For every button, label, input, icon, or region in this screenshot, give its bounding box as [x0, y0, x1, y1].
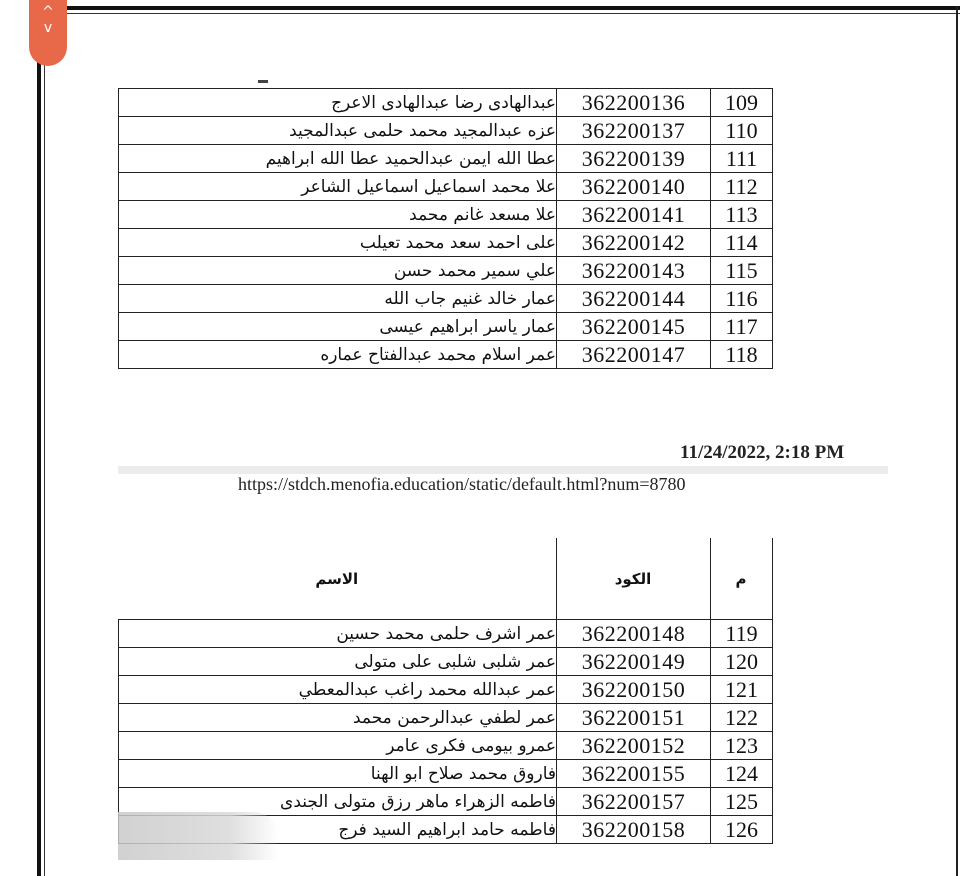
student-code: 362200141 — [557, 201, 711, 229]
row-number: 120 — [711, 648, 773, 676]
page-border-left-inner — [44, 13, 45, 876]
collapse-tab[interactable] — [29, 0, 67, 66]
row-number: 122 — [711, 704, 773, 732]
student-table-1 — [118, 88, 773, 369]
chevron-up-icon: ^ — [42, 4, 54, 20]
student-code: 362200151 — [557, 704, 711, 732]
table-row — [119, 648, 773, 676]
table-row — [119, 760, 773, 788]
student-name: عمار خالد غنيم جاب الله — [119, 285, 557, 313]
row-number: 115 — [711, 257, 773, 285]
student-name: علي سمير محمد حسن — [119, 257, 557, 285]
student-code: 362200147 — [557, 341, 711, 369]
row-number: 124 — [711, 760, 773, 788]
row-number: 110 — [711, 117, 773, 145]
table-row — [119, 676, 773, 704]
student-code: 362200142 — [557, 229, 711, 257]
row-number: 109 — [711, 89, 773, 117]
student-name: على احمد سعد محمد تعيلب — [119, 229, 557, 257]
table-row — [119, 145, 773, 173]
row-number: 123 — [711, 732, 773, 760]
table-row — [119, 313, 773, 341]
student-code: 362200148 — [557, 620, 711, 648]
page-border-top — [37, 6, 960, 10]
student-name: عبدالهادى رضا عبدالهادى الاعرج — [119, 89, 557, 117]
print-datetime: 11/24/2022, 2:18 PM — [680, 442, 845, 463]
student-name: علا محمد اسماعيل اسماعيل الشاعر — [119, 173, 557, 201]
table-row — [119, 89, 773, 117]
page-border-left — [37, 6, 41, 876]
student-code: 362200144 — [557, 285, 711, 313]
page-border-top-inner — [37, 13, 960, 14]
student-code: 362200136 — [557, 89, 711, 117]
table-row — [119, 620, 773, 648]
student-code: 362200137 — [557, 117, 711, 145]
student-code: 362200145 — [557, 313, 711, 341]
page-border-right — [956, 6, 958, 876]
row-number: 113 — [711, 201, 773, 229]
student-code: 362200152 — [557, 732, 711, 760]
student-name: عمر اسلام محمد عبدالفتاح عماره — [119, 341, 557, 369]
table-row — [119, 201, 773, 229]
header-num: م — [710, 538, 772, 620]
table-row — [119, 117, 773, 145]
row-number: 117 — [711, 313, 773, 341]
row-number: 125 — [711, 788, 773, 816]
row-number: 116 — [711, 285, 773, 313]
header-code: الكود — [556, 538, 710, 620]
student-name: عزه عبدالمجيد محمد حلمى عبدالمجيد — [119, 117, 557, 145]
student-code: 362200158 — [557, 816, 711, 844]
student-code: 362200150 — [557, 676, 711, 704]
table-row — [119, 257, 773, 285]
row-number: 118 — [711, 341, 773, 369]
student-name: علا مسعد غانم محمد — [119, 201, 557, 229]
student-name: عمر عبدالله محمد راغب عبدالمعطي — [119, 676, 557, 704]
student-name: عمر شلبى شلبى على متولى — [119, 648, 557, 676]
student-name: فاطمه حامد ابراهيم السيد فرج — [119, 816, 557, 844]
print-url: https://stdch.menofia.education/static/default.html?num=8780 — [238, 474, 686, 494]
student-name: عمرو بيومى فكرى عامر — [119, 732, 557, 760]
row-number: 121 — [711, 676, 773, 704]
table-row — [119, 732, 773, 760]
student-table-2-header — [118, 538, 773, 620]
student-name: عمر لطفي عبدالرحمن محمد — [119, 704, 557, 732]
student-name: فاطمه الزهراء ماهر رزق متولى الجندى — [119, 788, 557, 816]
student-name: عمار ياسر ابراهيم عيسى — [119, 313, 557, 341]
student-name: عمر اشرف حلمى محمد حسين — [119, 620, 557, 648]
student-table-2 — [118, 619, 773, 844]
row-number: 111 — [711, 145, 773, 173]
student-code: 362200139 — [557, 145, 711, 173]
student-code: 362200140 — [557, 173, 711, 201]
table-row — [119, 341, 773, 369]
table-row — [119, 173, 773, 201]
row-number: 119 — [711, 620, 773, 648]
table-row — [119, 285, 773, 313]
page-break-band — [118, 466, 888, 474]
student-code: 362200155 — [557, 760, 711, 788]
row-number: 114 — [711, 229, 773, 257]
chevron-down-icon: v — [43, 20, 53, 36]
row-number: 112 — [711, 173, 773, 201]
scan-mark — [258, 80, 268, 83]
student-code: 362200143 — [557, 257, 711, 285]
scan-smudge — [118, 812, 278, 860]
student-name: فاروق محمد صلاح ابو الهنا — [119, 760, 557, 788]
row-number: 126 — [711, 816, 773, 844]
student-name: عطا الله ايمن عبدالحميد عطا الله ابراهيم — [119, 145, 557, 173]
header-name: الاسم — [118, 538, 556, 620]
table-row — [119, 704, 773, 732]
student-code: 362200157 — [557, 788, 711, 816]
student-code: 362200149 — [557, 648, 711, 676]
table-row — [119, 229, 773, 257]
